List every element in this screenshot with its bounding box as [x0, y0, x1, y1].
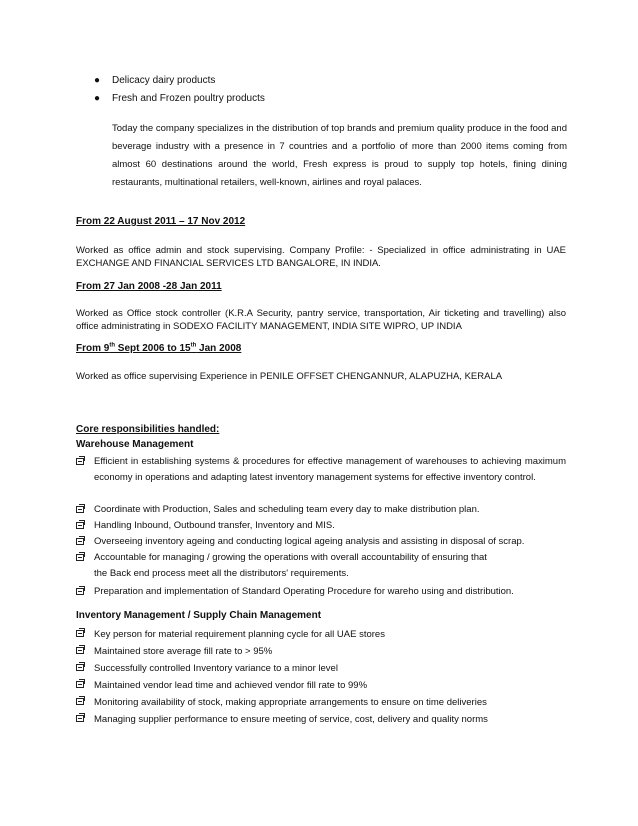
inventory-management-heading: Inventory Management / Supply Chain Management: [76, 610, 322, 621]
job-entry-3: [76, 342, 566, 383]
job-description: Worked as office supervising Experience in PENILE OFFSET CHENGANNUR, ALAPUZHA, KERALA: [76, 371, 503, 382]
checkbox-bullet-icon: [76, 458, 84, 465]
list-item: Monitoring availability of stock, making appropriate arrangements to ensure on time deliveries: [76, 694, 566, 711]
checkbox-bullet-icon: [76, 647, 84, 654]
list-item: [90, 90, 550, 108]
list-item: Key person for material requirement planning cycle for all UAE stores: [76, 626, 566, 643]
job-period-title: From 27 Jan 2008 -28 Jan 2011: [76, 281, 222, 292]
list-item: Maintained vendor lead time and achieved vendor fill rate to 99%: [76, 677, 566, 694]
checkbox-bullet-icon: [76, 554, 84, 561]
company-intro-paragraph: Today the company specializes in the distribution of top brands and premium quality produce in the food and beverage industry with a presence in 7 countries and a portfolio of more than 2000 items coming from almost 60 destinations around the world, Fresh express is proud to supply top hotels, fining dining restaurants, multinational retailers, well-known, airlines and royal palaces.: [112, 123, 567, 188]
core-responsibilities-heading: Core responsibilities handled:: [76, 424, 220, 435]
list-item: Successfully controlled Inventory variance to a minor level: [76, 660, 566, 677]
checkbox-bullet-icon: [76, 698, 84, 705]
list-item: Maintained store average fill rate to > 95%: [76, 643, 566, 660]
list-item: [90, 72, 550, 90]
list-item: Efficient in establishing systems & procedures for effective management of warehouses to achieving maximum economy in operations and adapting latest inventory management systems for effective inventory control.: [76, 454, 566, 502]
checkbox-bullet-icon: [76, 538, 84, 545]
job-period-title: From 22 August 2011 – 17 Nov 2012: [76, 216, 246, 227]
bullet-icon: ●: [94, 75, 101, 86]
product-bullet-list: [90, 72, 550, 108]
list-item: Accountable for managing / growing the operations with overall accountability of ensuring that the Back end process meet all the distributors' requirements.: [76, 550, 566, 582]
warehouse-management-heading: Warehouse Management: [76, 439, 194, 450]
checkbox-bullet-icon: [76, 630, 84, 637]
bullet-text: Fresh and Frozen poultry products: [112, 93, 265, 104]
job-description: Worked as office admin and stock supervising. Company Profile: - Specialized in office administrating in UAE EXCHANGE AND FINANCIAL SERVICES LTD BANGALORE, IN INDIA.: [76, 245, 566, 269]
job-entry-2: [76, 280, 566, 333]
checkbox-bullet-icon: [76, 715, 84, 722]
list-item: Preparation and implementation of Standard Operating Procedure for wareho using and distribution.: [76, 584, 566, 600]
inventory-responsibilities-list: [76, 626, 566, 728]
list-item: Coordinate with Production, Sales and scheduling team every day to make distribution plan.: [76, 502, 566, 518]
checkbox-bullet-icon: [76, 664, 84, 671]
list-item: Handling Inbound, Outbound transfer, Inventory and MIS.: [76, 518, 566, 534]
bullet-icon: ●: [94, 93, 101, 104]
job-entry-1: [76, 215, 566, 270]
bullet-text: Delicacy dairy products: [112, 75, 216, 86]
checkbox-bullet-icon: [76, 681, 84, 688]
warehouse-responsibilities-list: [76, 454, 566, 600]
list-item: Managing supplier performance to ensure meeting of service, cost, delivery and quality norms: [76, 711, 566, 728]
job-period-title: From 9th Sept 2006 to 15th Jan 2008: [76, 342, 242, 354]
checkbox-bullet-icon: [76, 588, 84, 595]
job-description: Worked as Office stock controller (K.R.A Security, pantry service, transportation, Air ticketing and travelling) also office administrating in SODEXO FACILITY MANAGEMENT, INDIA SITE WIPRO, UP INDIA: [76, 308, 566, 332]
checkbox-bullet-icon: [76, 506, 84, 513]
list-item: Overseeing inventory ageing and conducting logical ageing analysis and assisting in disposal of scrap.: [76, 534, 566, 550]
checkbox-bullet-icon: [76, 522, 84, 529]
